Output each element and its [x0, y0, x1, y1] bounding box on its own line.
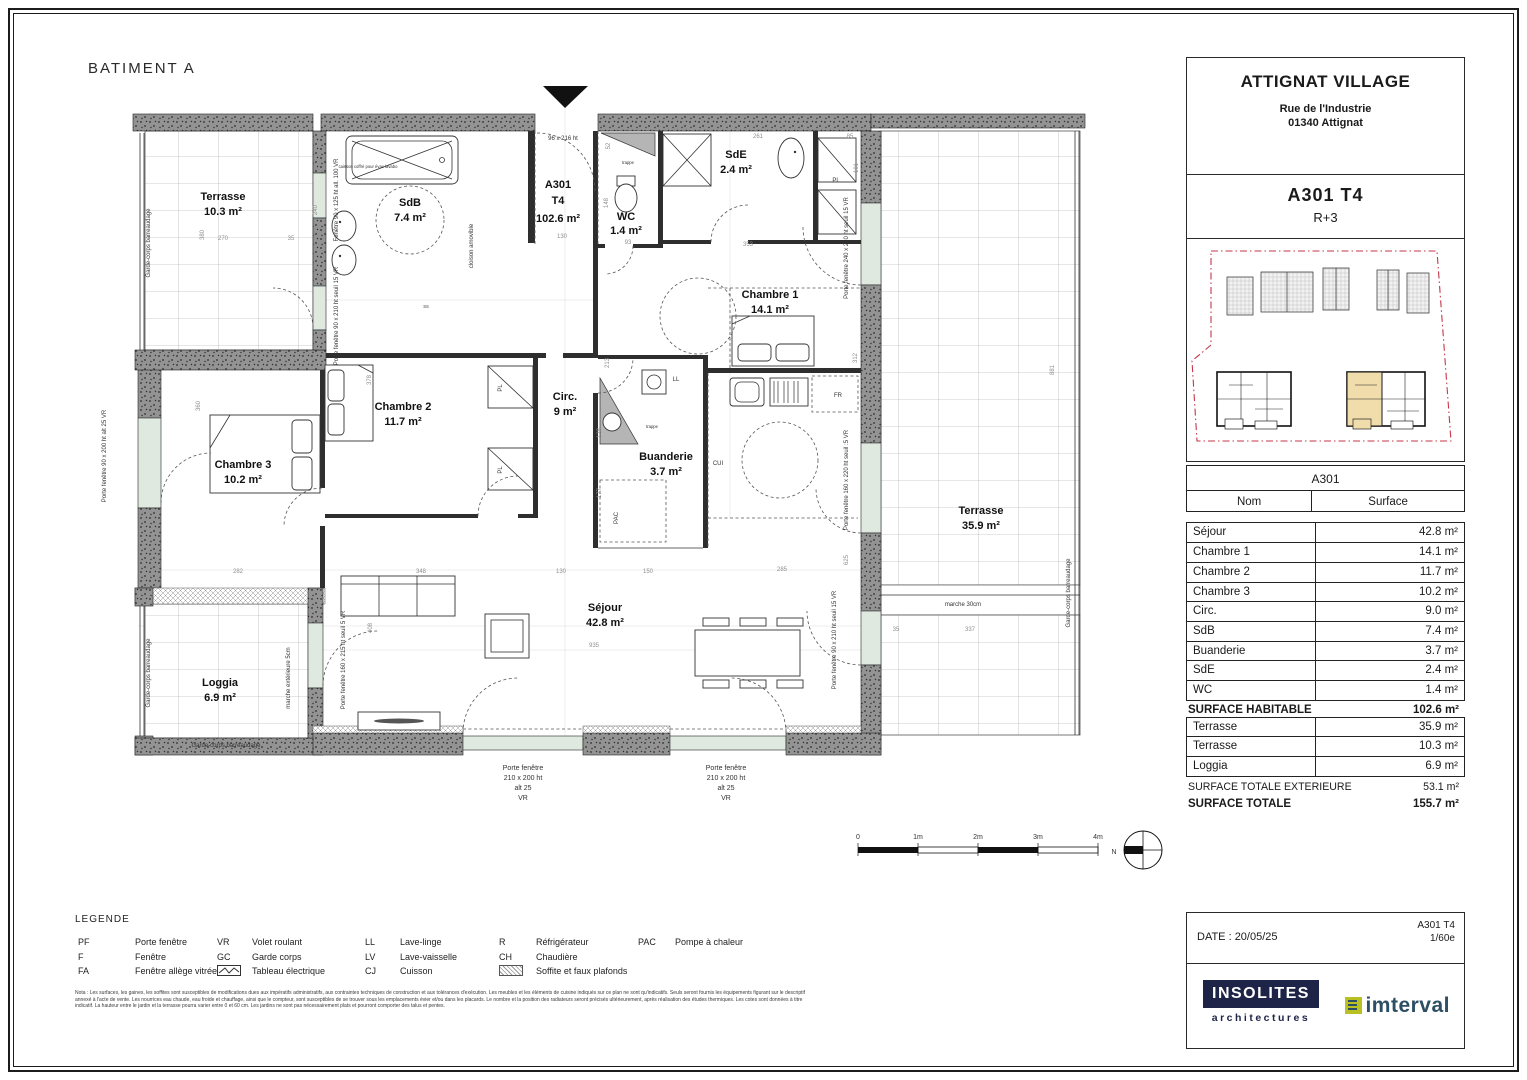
- legend-title: LEGENDE: [75, 914, 130, 925]
- dim-label: 312: [853, 352, 859, 364]
- date-box: [1186, 912, 1465, 964]
- circ-turning-circle: [660, 278, 736, 354]
- wc-toilet: [615, 176, 637, 212]
- dim-label: 270: [217, 236, 229, 242]
- surface-ext-total-value: 53.1 m²: [1423, 781, 1459, 794]
- legend-col-4: [499, 935, 627, 979]
- nota-text: [75, 990, 1175, 1010]
- dim-label: 130: [556, 234, 568, 240]
- nota-line: Nota : Les surfaces, les gaines, les soffites sont susceptibles de modifications dues aux impératifs administratifs, aux contraintes techniques de construction et aux tolérances d'exécution. Les meubles et les éléments de cuisine indiqués sur ce plan ne sont qu'indicatifs. Seuls seront fournis les équipements figurant sur le descriptif: [75, 990, 805, 996]
- dim-label: 52: [606, 142, 612, 150]
- legend-abbr: VR: [217, 937, 230, 948]
- pl-label: PL: [498, 384, 504, 392]
- col-header-nom: Nom: [1236, 495, 1262, 508]
- site-building-b-highlighted: [1347, 372, 1425, 429]
- pf-210-line: Porte fenêtre: [502, 765, 544, 772]
- legend-abbr: CH: [499, 951, 512, 962]
- row-value: 2.4 m²: [1315, 661, 1464, 680]
- surface-habitable-label: SURFACE HABITABLE: [1188, 704, 1312, 717]
- table-row: [1186, 717, 1465, 738]
- legend-col-3: [365, 935, 457, 979]
- room-wc: WC: [616, 211, 636, 223]
- row-value: 9.0 m²: [1315, 602, 1464, 621]
- table-subheader: [1186, 490, 1465, 512]
- logos-box: [1186, 963, 1465, 1049]
- room-terrasse-tl: Terrasse: [200, 191, 246, 203]
- table-row: [1186, 756, 1465, 777]
- table-row: [1186, 680, 1465, 701]
- table-row: [1186, 736, 1465, 757]
- pf-210-line: 210 x 200 ht: [503, 775, 543, 782]
- soffite-icon: [499, 965, 523, 976]
- row-value: 10.3 m²: [1315, 737, 1464, 756]
- north-label: N: [1111, 849, 1117, 856]
- pl-label: PL: [832, 178, 840, 184]
- caisson-label: caisson coffré pour évac lavabo: [338, 164, 398, 169]
- row-value: 35.9 m²: [1315, 718, 1464, 737]
- row-name: Loggia: [1193, 760, 1228, 773]
- pac-label: PAC: [614, 512, 620, 524]
- legend-label: Lave-linge: [400, 937, 442, 948]
- legend-label: Garde corps: [252, 951, 302, 962]
- floor-plan: [58, 48, 1168, 878]
- table-row: [1186, 522, 1465, 543]
- dim-label: 101: [854, 162, 860, 174]
- scale-tick: 0: [856, 834, 860, 841]
- row-name: Séjour: [1193, 526, 1227, 539]
- legend-abbr: PAC: [638, 937, 656, 948]
- room-loggia-area: 6.9 m²: [204, 692, 236, 704]
- legend-label: Chaudière: [536, 951, 578, 962]
- room-sdb-area: 7.4 m²: [394, 212, 426, 224]
- legend-label: Porte fenêtre: [135, 937, 188, 948]
- legend-abbr: LL: [365, 937, 376, 948]
- table-row: [1186, 582, 1465, 603]
- room-chambre1: Chambre 1: [741, 289, 799, 301]
- row-name: Buanderie: [1193, 644, 1246, 657]
- room-chambre3: Chambre 3: [214, 459, 272, 471]
- pf-210-line: alt 25: [717, 785, 735, 792]
- ss-label: SS: [423, 304, 429, 309]
- legend-col-5: [638, 935, 743, 950]
- dim-label: 625: [844, 554, 850, 566]
- unit-id: A301 T4: [1287, 184, 1364, 205]
- dim-label: 285: [776, 567, 788, 573]
- legend: [75, 914, 1155, 986]
- pf-210-line: VR: [518, 795, 528, 802]
- trappe-label-2: trappe: [646, 424, 658, 429]
- legend-label: Soffite et faux plafonds: [536, 966, 628, 977]
- room-wc-area: 1.4 m²: [610, 225, 642, 237]
- room-terrasse-tl-area: 10.3 m²: [204, 206, 242, 218]
- unit-area: 102.6 m²: [535, 213, 581, 225]
- pf-240-210-label: Porte fenêtre 240 x 210 ht seuil 15 VR: [844, 197, 850, 299]
- table-row: [1186, 562, 1465, 583]
- legend-abbr: GC: [217, 951, 231, 962]
- pl-closets-top: [818, 138, 856, 234]
- pf-90-200-label: Porte fenêtre 90 x 200 ht alt 25 VR: [102, 409, 108, 503]
- surface-ext-total-row: [1186, 777, 1465, 795]
- dim-label: 35: [892, 627, 900, 633]
- dim-label: 348: [415, 569, 427, 575]
- garde-corps-label: Garde-corps barreaudage: [1066, 558, 1072, 628]
- room-sdb: SdB: [399, 197, 421, 209]
- room-chambre2-area: 11.7 m²: [384, 416, 422, 428]
- room-chambre2: Chambre 2: [374, 401, 432, 413]
- pf-210-line: VR: [721, 795, 731, 802]
- dim-label: 881: [1050, 364, 1056, 376]
- dim-label: 177: [597, 487, 603, 499]
- legend-col-2: [217, 935, 325, 979]
- row-name: SdE: [1193, 664, 1215, 677]
- legend-label: Lave-vaisselle: [400, 951, 458, 962]
- trappe-label: trappe: [622, 160, 634, 165]
- pf-90-210-label-2: Porte fenêtre 90 x 210 ht seuil 15 VR: [832, 590, 838, 690]
- row-name: SdB: [1193, 624, 1215, 637]
- scale-bar: [856, 834, 1103, 856]
- dim-label: 130: [555, 569, 567, 575]
- legend-abbr: F: [78, 951, 84, 962]
- legend-abbr: CJ: [365, 966, 376, 977]
- dim-label: 128: [597, 427, 603, 439]
- unit-floor: R+3: [1313, 209, 1338, 225]
- dim-label: 213: [605, 357, 611, 369]
- bathtub: [346, 136, 458, 184]
- room-buanderie-area: 3.7 m²: [650, 466, 682, 478]
- cui-label: CUI: [712, 461, 724, 467]
- row-name: WC: [1193, 684, 1213, 697]
- pl-label: PL: [498, 466, 504, 474]
- site-plan-box: [1186, 238, 1465, 462]
- imterval-badge: [1345, 997, 1362, 1014]
- scale-ref: 1/60e: [1429, 933, 1455, 944]
- pl-closets-mid: [488, 366, 533, 490]
- scale-tick: 4m: [1093, 834, 1103, 841]
- garde-corps-label: Garde-corps barreaudage: [191, 743, 261, 749]
- room-sejour-area: 42.8 m²: [586, 617, 624, 629]
- dim-label: 85: [846, 134, 854, 140]
- dim-label: 35: [287, 236, 295, 242]
- room-loggia: Loggia: [201, 677, 239, 689]
- garde-corps-label: Garde-corps barreaudage: [146, 208, 152, 278]
- legend-label: Tableau électrique: [252, 966, 326, 977]
- row-value: 14.1 m²: [1315, 543, 1464, 562]
- legend-abbr: LV: [365, 951, 376, 962]
- sejour-furniture: [341, 576, 803, 730]
- dim-label: 337: [964, 627, 976, 633]
- row-value: 11.7 m²: [1315, 563, 1464, 582]
- scale-tick: 2m: [973, 834, 983, 841]
- dim-label: 360: [196, 400, 202, 412]
- chambre1-bed: [732, 316, 814, 366]
- row-name: Circ.: [1193, 605, 1217, 618]
- surface-total-value: 155.7 m²: [1412, 798, 1459, 811]
- pf-90-210-label: Porte fenêtre 90 x 210 ht seuil 15 VR: [334, 266, 340, 366]
- nota-line: indicatif. La hauteur entre le jardin et la terrasse pourra varier entre 0 et 60 cm. Les jardins ne sont pas nécessairement plats et pourront comporter des talus et pentes.: [75, 1003, 445, 1009]
- surface-total-row: [1186, 795, 1465, 812]
- sheet-ref: A301 T4: [1417, 920, 1455, 931]
- col-header-surface: Surface: [1311, 491, 1464, 511]
- dim-label: 935: [588, 643, 600, 649]
- ll-label: LL: [672, 377, 680, 383]
- table-row: [1186, 542, 1465, 563]
- row-value: 10.2 m²: [1315, 583, 1464, 602]
- dim-label: 282: [232, 569, 244, 575]
- room-terrasse-right-area: 35.9 m²: [962, 520, 1000, 532]
- insolites-logo-subtext: architectures: [1211, 1011, 1311, 1024]
- legend-abbr: PF: [78, 937, 90, 948]
- surface-ext-total-label: SURFACE TOTALE EXTERIEURE: [1188, 781, 1352, 794]
- imterval-logo-text: imterval: [1365, 993, 1450, 1017]
- dim-label: 408: [368, 622, 374, 634]
- site-carports: [1227, 268, 1429, 315]
- sde-sink: [778, 138, 804, 178]
- row-name: Chambre 2: [1193, 565, 1250, 578]
- table-header: A301: [1186, 465, 1465, 491]
- unit-id: A301: [544, 179, 572, 191]
- sde-shower: [663, 134, 711, 186]
- imterval-logo: [1345, 994, 1450, 1018]
- legend-label: Réfrigérateur: [536, 937, 589, 948]
- garde-corps-label: Garde-corps barreaudage: [146, 638, 152, 708]
- surface-habitable-value: 102.6 m²: [1412, 704, 1459, 717]
- room-chambre3-area: 10.2 m²: [224, 474, 262, 486]
- batiment-title: BATIMENT A: [88, 60, 196, 77]
- pf-160-220-label: Porte fenêtre 160 x 220 ht seuil :5 VR: [844, 429, 850, 531]
- pf-210-line: alt 25: [514, 785, 532, 792]
- entry-door-label: 96 x 216 ht: [548, 136, 578, 142]
- table-row: [1186, 641, 1465, 662]
- table-row: [1186, 660, 1465, 681]
- row-name: Chambre 1: [1193, 546, 1250, 559]
- dim-label: 150: [642, 569, 654, 575]
- surface-table: [1186, 465, 1465, 812]
- dim-label: 353: [742, 242, 754, 248]
- tableau-electrique-icon: [217, 965, 241, 976]
- dim-label: 378: [367, 374, 373, 386]
- room-circ: Circ.: [552, 391, 578, 403]
- dim-label: 93: [624, 240, 632, 246]
- unit-box: [1186, 174, 1465, 240]
- row-value: 7.4 m²: [1315, 622, 1464, 641]
- legend-label: Fenêtre allège vitrée: [135, 966, 218, 977]
- loggia-grid: [140, 604, 308, 738]
- legend-label: Fenêtre: [135, 951, 167, 962]
- surface-habitable-row: [1186, 701, 1465, 718]
- scale-tick: 1m: [913, 834, 923, 841]
- nota-line: annexé à l'acte de vente. Les nourrices eau chaude, eau froide et chauffage, ainsi que le compteur, sont susceptibles de se trouver sous les emplacements évier et/ou dans les placards. Le nombre et la position des radiateurs seront précisés ultérieurement, après réalisation des études thermiques. Les cotes sont données à titre: [75, 996, 803, 1003]
- unit-type: T4: [551, 195, 565, 207]
- room-sde: SdE: [725, 149, 747, 161]
- room-chambre1-area: 14.1 m²: [751, 304, 789, 316]
- room-sejour: Séjour: [587, 602, 623, 614]
- dim-label: 148: [604, 197, 610, 209]
- legend-col-1: [78, 935, 217, 979]
- insolites-logo: [1203, 980, 1319, 1024]
- dim-label: 240: [313, 204, 319, 216]
- project-title: ATTIGNAT VILLAGE: [1240, 72, 1411, 91]
- terrace-right: [881, 131, 1080, 735]
- insolites-logo-text: INSOLITES: [1203, 980, 1319, 1008]
- row-value: 3.7 m²: [1315, 642, 1464, 661]
- dim-label: 380: [200, 229, 206, 241]
- site-building-a: [1217, 372, 1291, 429]
- pf-210-200-label-left: [503, 765, 544, 802]
- legend-label: Cuisson: [400, 966, 433, 977]
- dim-label: 261: [752, 134, 764, 140]
- row-name: Chambre 3: [1193, 585, 1250, 598]
- chambre2-bed: [325, 365, 373, 441]
- project-address-line2: 01340 Attignat: [1288, 117, 1363, 129]
- north-arrow-icon: [1111, 831, 1162, 869]
- pf-210-line: 210 x 200 ht: [706, 775, 746, 782]
- pf-160-215-label: Porte fenêtre 160 x 215 ht seuil 5 VR: [341, 610, 347, 710]
- room-buanderie: Buanderie: [639, 451, 693, 463]
- room-terrasse-right: Terrasse: [958, 505, 1004, 517]
- table-row: [1186, 601, 1465, 622]
- row-name: Terrasse: [1193, 740, 1238, 753]
- site-plan-map: [1187, 239, 1463, 459]
- title-block-panel: [1186, 57, 1467, 1057]
- project-address-line1: Rue de l'Industrie: [1279, 103, 1372, 115]
- scale-tick: 3m: [1033, 834, 1043, 841]
- legend-abbr: R: [499, 937, 506, 948]
- legend-label: Pompe à chaleur: [675, 937, 744, 948]
- row-value: 42.8 m²: [1315, 523, 1464, 542]
- row-value: 1.4 m²: [1315, 681, 1464, 700]
- fen-90-125-label: Fenêtre 90 x 125 ht all. 100 VR: [334, 158, 340, 242]
- marche-30-label: marche 30cm: [944, 602, 982, 608]
- fr-label: FR: [834, 393, 842, 399]
- unit-label: [536, 179, 580, 225]
- pf-210-line: Porte fenêtre: [705, 765, 747, 772]
- surface-total-label: SURFACE TOTALE: [1188, 798, 1292, 811]
- project-box: [1186, 57, 1465, 175]
- marche-ext-label: marche extérieure 5cm: [286, 647, 292, 709]
- date-label: DATE : 20/05/25: [1197, 931, 1278, 943]
- table-row: [1186, 621, 1465, 642]
- room-circ-area: 9 m²: [553, 406, 577, 418]
- cloison-label: cloison amovible: [469, 223, 475, 269]
- kitchen: [708, 373, 858, 548]
- legend-abbr: FA: [78, 966, 90, 977]
- legend-label: Volet roulant: [252, 937, 303, 948]
- pf-210-200-label-right: [706, 765, 747, 802]
- room-sde-area: 2.4 m²: [720, 164, 752, 176]
- row-name: Terrasse: [1193, 720, 1238, 733]
- row-value: 6.9 m²: [1315, 757, 1464, 776]
